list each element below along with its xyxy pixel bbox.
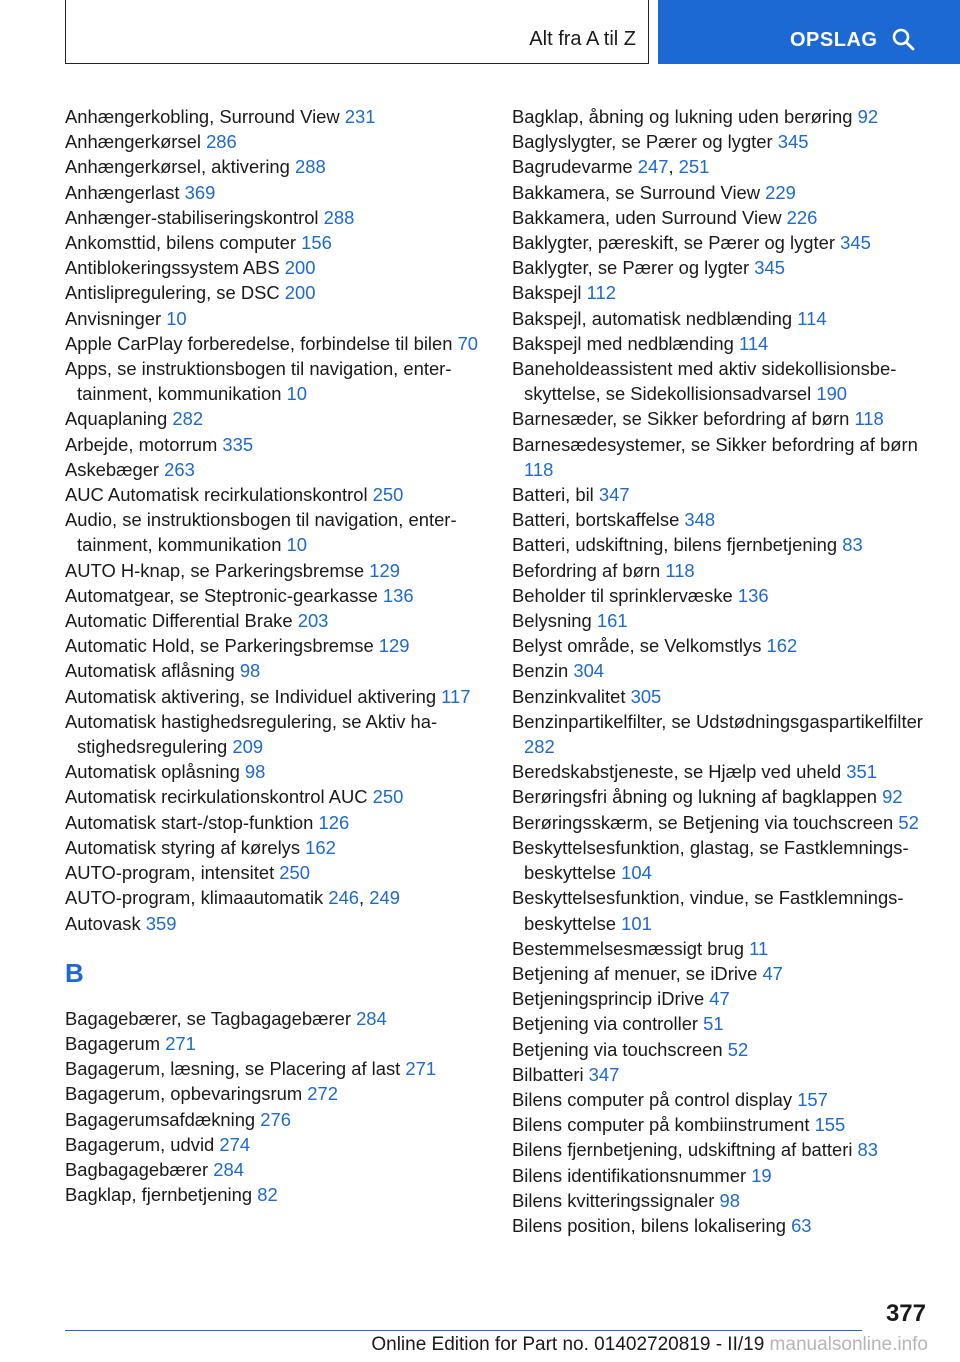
page-link[interactable]: 282	[172, 408, 204, 430]
footer-divider	[65, 1330, 862, 1331]
index-entry	[65, 1006, 495, 1031]
index-entry	[512, 1062, 932, 1087]
index-entry	[65, 255, 495, 280]
page-link[interactable]: 157	[797, 1088, 828, 1110]
entry-term: Anhængerlast	[65, 181, 185, 203]
page-link[interactable]: 19	[751, 1164, 772, 1186]
entry-term: Benzinpartikelfilter, se Udstødningsgaspartikelfilter	[512, 710, 923, 732]
index-entry	[512, 759, 932, 784]
entry-term: Apple CarPlay forberedelse, forbindelse til bilen	[65, 332, 458, 354]
index-entry	[512, 255, 932, 280]
entry-term: Ankomsttid, bilens computer	[65, 232, 302, 254]
index-column-right	[512, 104, 932, 1238]
index-entry	[512, 986, 932, 1011]
page-link[interactable]: 345	[777, 131, 809, 153]
page-link[interactable]: 286	[206, 131, 237, 153]
page-link[interactable]: 126	[318, 811, 350, 833]
page-link[interactable]: 156	[301, 232, 332, 254]
page-link[interactable]: 288	[323, 206, 355, 228]
page-link[interactable]: 348	[684, 509, 716, 531]
index-entry	[512, 507, 932, 532]
index-entry	[65, 457, 495, 482]
entry-term: Apps, se instruktionsbogen til navigation, entertainment, kommunikation	[65, 358, 452, 405]
index-entry	[512, 961, 932, 986]
index-entry	[512, 885, 932, 935]
page-link[interactable]: 304	[573, 660, 605, 682]
index-entry	[65, 306, 495, 331]
page-link[interactable]: 98	[244, 761, 266, 783]
entry-term: Bilens identifikationsnummer	[512, 1164, 752, 1186]
search-icon	[891, 27, 915, 51]
index-entry	[512, 1087, 932, 1112]
entry-term: Bestemmelsesmæssigt brug	[512, 937, 750, 959]
page-link[interactable]: 229	[765, 181, 796, 203]
index-entry	[65, 1182, 495, 1207]
entry-term: Automatisk aflåsning	[65, 660, 240, 682]
index-entry	[512, 482, 932, 507]
index-entry	[512, 784, 932, 809]
index-entry	[65, 1107, 495, 1132]
page-link[interactable]: 47	[709, 988, 730, 1010]
page-link[interactable]: 272	[307, 1083, 338, 1105]
page-link[interactable]: 162	[766, 635, 798, 657]
entry-term: Barnesædesystemer, se Sikker befordring af børn	[512, 433, 918, 455]
index-entry	[512, 1137, 932, 1162]
page-link[interactable]: 118	[854, 408, 884, 430]
page-link[interactable]: 288	[294, 156, 326, 178]
page-link[interactable]: 250	[372, 484, 404, 506]
page-link[interactable]: 101	[621, 912, 652, 934]
entry-term: Bagrudevarme	[512, 156, 638, 178]
index-entry	[65, 406, 495, 431]
index-entry	[65, 1031, 495, 1056]
entry-term: Automatisk oplåsning	[65, 761, 245, 783]
index-entry	[65, 911, 495, 936]
index-entry	[65, 583, 495, 608]
index-entry	[512, 608, 932, 633]
page-link[interactable]: 92	[857, 106, 879, 127]
entry-term: Bagagerumsafdækning	[65, 1108, 261, 1130]
entry-term: Audio, se instruktionsbogen til navigation, entertainment, kommunikation	[65, 509, 457, 556]
page-link[interactable]: 98	[239, 660, 261, 682]
index-entry	[512, 406, 932, 431]
entry-term: Benzinkvalitet	[512, 685, 631, 707]
index-entry	[65, 1081, 495, 1106]
entry-term: Anhænger-stabiliseringskontrol	[65, 206, 324, 228]
page-link[interactable]: 284	[356, 1007, 387, 1029]
index-entry	[65, 633, 495, 658]
page-link[interactable]: 249	[369, 887, 400, 909]
index-entry	[512, 356, 932, 406]
index-entry	[512, 658, 932, 683]
entry-term: Anhængerkørsel	[65, 131, 207, 153]
search-button[interactable]	[658, 0, 960, 64]
entry-term: Betjening via controller	[512, 1013, 704, 1035]
page-separator: ,	[359, 887, 370, 909]
entry-term: Bagagerum, opbevaringsrum	[65, 1083, 308, 1105]
index-entry	[65, 507, 495, 557]
page-link[interactable]: 162	[305, 836, 336, 858]
page-link[interactable]: 271	[165, 1032, 196, 1054]
entry-term: Automatisk hastighedsregulering, se Aktiv hastighedsregulering	[65, 710, 438, 758]
entry-term: Betjening via touchscreen	[512, 1038, 728, 1060]
index-entry	[65, 608, 495, 633]
index-entry	[65, 835, 495, 860]
index-entry	[65, 104, 495, 129]
entry-term: AUC Automatisk recirkulationskontrol	[65, 484, 373, 506]
entry-term: Batteri, bil	[512, 484, 599, 506]
entry-term: Bagklap, fjernbetjening	[65, 1184, 258, 1206]
entry-term: Beholder til sprinklervæske	[512, 584, 738, 606]
entry-term: Betjening af menuer, se iDrive	[512, 962, 763, 984]
index-entry	[65, 860, 495, 885]
index-entry	[512, 558, 932, 583]
entry-term: Berøringsskærm, se Betjening via touchscreen	[512, 811, 899, 833]
index-entry	[65, 558, 495, 583]
entry-term: Belyst område, se Velkomstlys	[512, 635, 767, 657]
index-entry	[512, 154, 932, 179]
page-link[interactable]: 359	[145, 912, 177, 934]
entry-term: Bilens position, bilens lokalisering	[512, 1214, 792, 1236]
entry-term: Bilens fjernbetjening, udskiftning af batteri	[512, 1139, 858, 1161]
page-link[interactable]: 82	[257, 1184, 278, 1206]
index-entry	[512, 936, 932, 961]
page-link[interactable]: 11	[749, 937, 769, 959]
page-link[interactable]: 203	[297, 610, 329, 632]
entry-term: Automatic Hold, se Parkeringsbremse	[65, 635, 379, 657]
search-label: OPSLAG	[790, 29, 878, 51]
index-entry	[65, 280, 495, 305]
page-link[interactable]: 47	[762, 962, 783, 984]
page-link[interactable]: 190	[816, 383, 848, 405]
index-entry	[65, 1056, 495, 1081]
index-entry	[65, 1157, 495, 1182]
page-link[interactable]: 305	[630, 685, 662, 707]
index-entry	[65, 759, 495, 784]
entry-term: Bilens kvitteringssignaler	[512, 1189, 720, 1211]
page-number: 377	[885, 1300, 926, 1327]
page-link[interactable]: 114	[738, 332, 769, 354]
index-entry	[65, 205, 495, 230]
page-link[interactable]: 274	[219, 1133, 251, 1155]
page-link[interactable]: 70	[457, 332, 479, 354]
page-link[interactable]: 345	[754, 257, 785, 279]
page-link[interactable]: 10	[286, 534, 308, 556]
page-link[interactable]: 345	[840, 232, 871, 254]
index-list-b-continued	[512, 104, 932, 1238]
index-list-b	[65, 1006, 495, 1208]
index-entry	[65, 331, 495, 356]
page-link[interactable]: 271	[405, 1058, 437, 1080]
page-link[interactable]: 129	[369, 559, 400, 581]
entry-term: Batteri, udskiftning, bilens fjernbetjening	[512, 534, 843, 556]
index-entry	[512, 432, 932, 482]
page-link[interactable]: 98	[719, 1189, 740, 1211]
index-entry	[512, 104, 932, 129]
page-link[interactable]: 276	[260, 1108, 291, 1130]
entry-term: Anvisninger	[65, 307, 167, 329]
index-entry	[512, 810, 932, 835]
page-link[interactable]: 161	[596, 610, 628, 632]
page-link[interactable]: 51	[703, 1013, 724, 1035]
entry-term: Bakspejl med nedblænding	[512, 332, 739, 354]
index-entry	[512, 583, 932, 608]
index-entry	[512, 280, 932, 305]
index-entry	[512, 1011, 932, 1036]
page-link[interactable]: 136	[737, 584, 769, 606]
entry-term: Bagagerum, udvid	[65, 1133, 220, 1155]
page-link[interactable]: 112	[586, 282, 616, 304]
page-link[interactable]: 250	[372, 786, 404, 808]
page-link[interactable]: 136	[382, 584, 414, 606]
section-tab[interactable]	[65, 0, 649, 64]
page-link[interactable]: 92	[882, 786, 903, 808]
page-link[interactable]: 104	[621, 862, 652, 884]
entry-term: Bilbatteri	[512, 1063, 589, 1085]
entry-term: Bagagebærer, se Tagbagagebærer	[65, 1007, 357, 1029]
page-link[interactable]: 114	[797, 307, 827, 329]
entry-term: Anhængerkobling, Surround View	[65, 106, 345, 127]
entry-term: Baklygter, se Pærer og lygter	[512, 257, 755, 279]
index-entry	[65, 230, 495, 255]
footer-watermark: manualsonline.info	[764, 1334, 928, 1355]
entry-term: Bakkamera, uden Surround View	[512, 206, 787, 228]
page-link[interactable]: 10	[286, 383, 308, 405]
entry-term: Baklygter, pæreskift, se Pærer og lygter	[512, 232, 841, 254]
index-entry	[512, 180, 932, 205]
entry-term: Automatgear, se Steptronic-gearkasse	[65, 584, 383, 606]
footer-edition: Online Edition for Part no. 01402720819 - II/19	[371, 1334, 765, 1355]
entry-term: Batteri, bortskaffelse	[512, 509, 685, 531]
index-entry	[65, 810, 495, 835]
entry-term: Bakkamera, se Surround View	[512, 181, 766, 203]
page-link[interactable]: 251	[678, 156, 710, 178]
page-link[interactable]: 52	[727, 1038, 749, 1060]
entry-term: Bilens computer på control display	[512, 1088, 798, 1110]
page-link[interactable]: 118	[524, 458, 554, 480]
page-link[interactable]: 10	[166, 307, 187, 329]
page-link[interactable]: 200	[284, 257, 316, 279]
page-link[interactable]: 63	[791, 1214, 812, 1236]
entry-term: Bakspejl	[512, 282, 587, 304]
index-entry	[512, 205, 932, 230]
entry-term: Antiblokeringssystem ABS	[65, 257, 285, 279]
entry-term: Autovask	[65, 912, 146, 934]
index-entry	[512, 684, 932, 709]
footer	[371, 1334, 928, 1356]
index-entry	[512, 1037, 932, 1062]
index-entry	[512, 306, 932, 331]
entry-term: Benzin	[512, 660, 574, 682]
index-entry	[512, 709, 932, 759]
page-link[interactable]: 129	[378, 635, 410, 657]
section-title: Alt fra A til Z	[529, 28, 636, 50]
entry-term: Berøringsfri åbning og lukning af bagklappen	[512, 786, 883, 808]
index-entry	[65, 684, 495, 709]
page-link[interactable]: 200	[284, 282, 316, 304]
entry-term: Automatisk start-/stop-funktion	[65, 811, 319, 833]
page-link[interactable]: 83	[842, 534, 863, 556]
page-link[interactable]: 335	[222, 433, 254, 455]
section-letter: B	[65, 957, 84, 988]
page-link[interactable]: 282	[524, 736, 555, 758]
index-entry	[65, 885, 495, 910]
entry-term: Arbejde, motorrum	[65, 433, 223, 455]
page-link[interactable]: 263	[164, 458, 195, 480]
entry-term: Beredskabstjeneste, se Hjælp ved uheld	[512, 761, 847, 783]
entry-term: Bagagerum, læsning, se Placering af last	[65, 1058, 406, 1080]
index-entry	[512, 1213, 932, 1238]
entry-term: Belysning	[512, 610, 597, 632]
index-entry	[65, 658, 495, 683]
index-entry	[65, 784, 495, 809]
entry-term: Beskyttelsesfunktion, vindue, se Fastklemningsbeskyttelse	[512, 887, 904, 934]
index-entry	[65, 356, 495, 406]
entry-term: Automatisk recirkulationskontrol AUC	[65, 786, 373, 808]
index-column-left	[65, 104, 495, 1207]
entry-term: Bagbagagebærer	[65, 1158, 214, 1180]
index-list-a	[65, 104, 495, 936]
index-entry	[512, 835, 932, 885]
index-entry	[512, 331, 932, 356]
entry-term: Automatisk aktivering, se Individuel aktivering	[65, 685, 442, 707]
page-link[interactable]: 347	[598, 484, 630, 506]
page-link[interactable]: 369	[184, 181, 216, 203]
index-entry	[65, 709, 495, 759]
page-link[interactable]: 209	[232, 736, 264, 758]
entry-term: Barnesæder, se Sikker befordring af børn	[512, 408, 855, 430]
page-link[interactable]: 250	[279, 862, 310, 884]
entry-term: Antislipregulering, se DSC	[65, 282, 285, 304]
page-link[interactable]: 246	[328, 887, 360, 909]
index-entry	[65, 482, 495, 507]
page-link[interactable]: 52	[898, 811, 919, 833]
index-entry	[65, 180, 495, 205]
page-link[interactable]: 118	[665, 559, 695, 581]
entry-term: Beskyttelsesfunktion, glastag, se Fastklemningsbeskyttelse	[512, 836, 909, 884]
page-link[interactable]: 347	[588, 1063, 620, 1085]
entry-term: Automatisk styring af kørelys	[65, 836, 306, 858]
entry-term: Baneholdeassistent med aktiv sidekollisionsbeskyttelse, se Sidekollisionsadvarsel	[512, 358, 897, 405]
entry-term: AUTO-program, intensitet	[65, 862, 280, 884]
entry-term: Aquaplaning	[65, 408, 173, 430]
index-entry	[512, 633, 932, 658]
page-link[interactable]: 247	[637, 156, 669, 178]
page-link[interactable]: 117	[441, 685, 471, 707]
entry-term: Bilens computer på kombiinstrument	[512, 1114, 815, 1136]
index-entry	[512, 230, 932, 255]
page-link[interactable]: 284	[213, 1158, 244, 1180]
entry-term: AUTO-program, klimaautomatik	[65, 887, 329, 909]
entry-term: Befordring af børn	[512, 559, 666, 581]
index-entry	[512, 1163, 932, 1188]
index-entry	[65, 154, 495, 179]
page-link[interactable]: 155	[814, 1114, 846, 1136]
page-link[interactable]: 226	[786, 206, 818, 228]
entry-term: Bakspejl, automatisk nedblænding	[512, 307, 798, 329]
entry-term: Bagagerum	[65, 1032, 166, 1054]
index-entry	[512, 1188, 932, 1213]
page-link[interactable]: 351	[846, 761, 877, 783]
entry-term: Anhængerkørsel, aktivering	[65, 156, 295, 178]
index-entry	[65, 1132, 495, 1157]
index-entry	[512, 532, 932, 557]
index-entry	[512, 129, 932, 154]
index-entry	[65, 129, 495, 154]
entry-term: Betjeningsprincip iDrive	[512, 988, 710, 1010]
page-link[interactable]: 83	[857, 1139, 879, 1161]
entry-term: Automatic Differential Brake	[65, 610, 298, 632]
index-entry	[65, 432, 495, 457]
entry-term: Askebæger	[65, 458, 165, 480]
page-link[interactable]: 231	[344, 106, 376, 127]
entry-term: Bagklap, åbning og lukning uden berøring	[512, 106, 858, 127]
index-entry	[512, 1112, 932, 1137]
entry-term: Baglyslygter, se Pærer og lygter	[512, 131, 778, 153]
entry-term: AUTO H-knap, se Parkeringsbremse	[65, 559, 370, 581]
page-separator: ,	[668, 156, 679, 178]
